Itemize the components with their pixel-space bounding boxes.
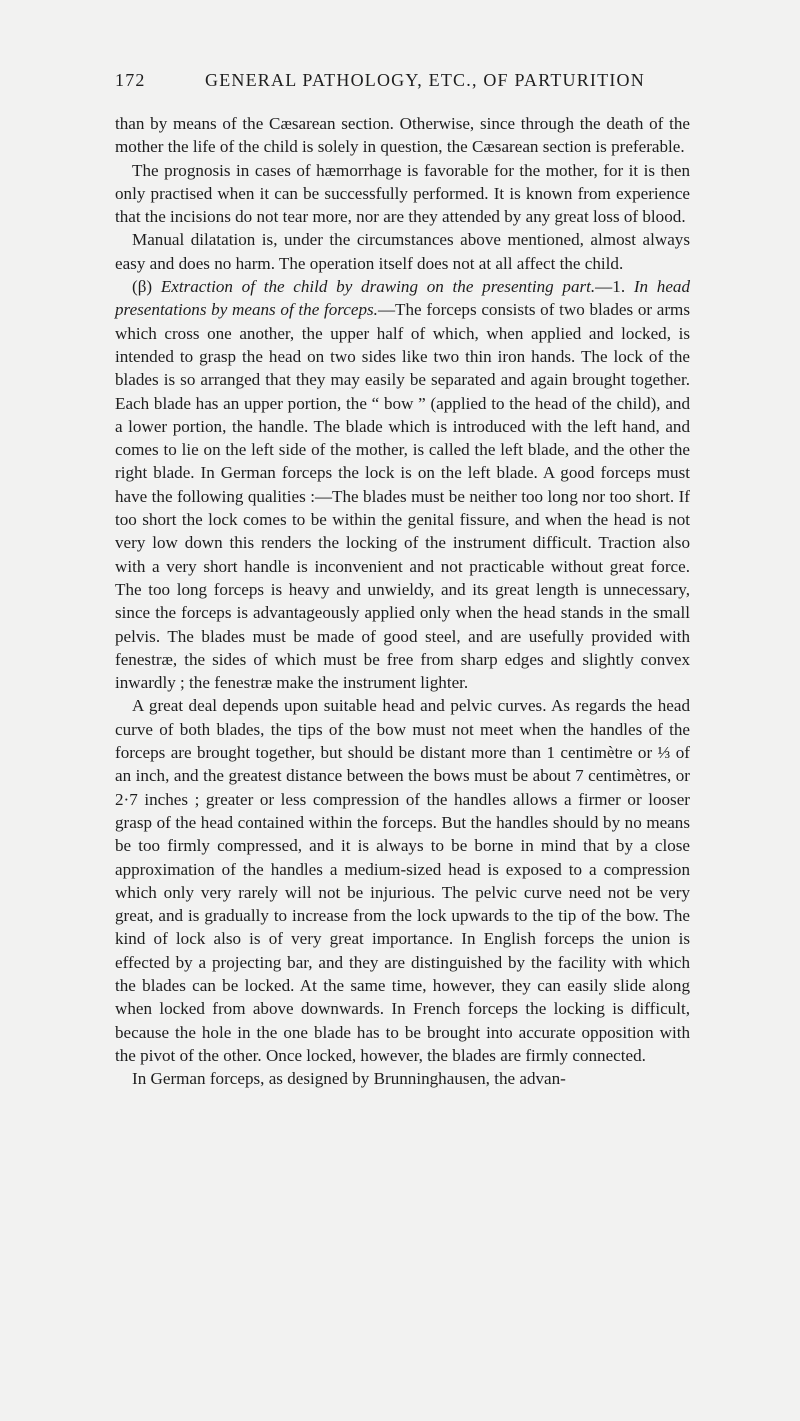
page-header (115, 70, 690, 98)
section-title: Extraction of the child by drawing on the presenting part. (160, 277, 596, 297)
running-head: GENERAL PATHOLOGY, ETC., OF PARTURITION (205, 70, 645, 90)
paragraph-continuation: than by means of the Cæsarean section. Otherwise, since through the death of the mother the life of the child is solely in question, the Cæsarean section is preferable. (115, 114, 690, 157)
section-label: (β) (132, 277, 153, 297)
paragraph-manual-dilatation: Manual dilatation is, under the circumstances above mentioned, almost always easy and does no harm. The operation itself does not at all affect the child. (115, 230, 690, 273)
section-subtitle: In head presentations by means of the forceps. (115, 277, 690, 320)
section-dash: — (377, 300, 396, 320)
section-number: —1. (595, 277, 626, 297)
paragraph-section-forceps (115, 275, 690, 694)
paragraph-prognosis: The prognosis in cases of hæmorrhage is favorable for the mother, for it is then only practised when it can be successfully performed. It is known from experience that the incisions do not tear more, nor are they attended by any great loss of blood. (115, 160, 690, 227)
section-text: The forceps consists of two blades or arms which cross one another, the upper half of which, when applied and locked, is intended to grasp the head on two sides like two thin iron hands. The lock of the blades is so arranged that they may easily be separated and again brought together. Each blade has an upper portion, the “ bow ” (applied to the head of the child), and a lower portion, the handle. The blade which is introduced with the left hand, and comes to lie on the left side of the mother, is called the left blade, and the other the right blade. In German forceps the lock is on the left blade. A good forceps must have the following qualities :—The blades must be neither too long nor too short. If too short the lock comes to be within the genital fissure, and when the head is not very low down this renders the locking of the instrument difficult. Traction also with a very short handle is inconvenient and not practicable without great force. The too long forceps is heavy and unwieldy, and its great length is unnecessary, since the forceps is advantageously applied only when the head stands in the small pelvis. The blades must be made of good steel, and are usefully provided with fenestræ, the sides of which must be free from sharp edges and slightly convex inwardly ; the fenestræ make the instrument lighter. (115, 300, 691, 693)
paragraph-curves: A great deal depends upon suitable head and pelvic curves. As regards the head curve of both blades, the tips of the bow must not meet when the handles of the forceps are brought together, but should be distant more than 1 centimètre or ⅓ of an inch, and the greatest distance between the bows must be about 7 centimètres, or 2·7 inches ; greater or less compression of the handles allows a firmer or looser grasp of the head contained within the forceps. But the handles should by no means be too firmly compressed, and it is always to be borne in mind that by a close approximation of the handles a medium-sized head is exposed to a compression which only very rarely will not be injurious. The pelvic curve need not be very great, and is gradually to increase from the lock upwards to the tip of the bow. The kind of lock also is of very great importance. In English forceps the union is effected by a projecting bar, and they are distinguished by the facility with which the blades can be locked. At the same time, however, they can easily slide along when locked from above downwards. In French forceps the locking is difficult, because the hole in the one blade has to be brought into accurate opposition with the pivot of the other. Once locked, however, the blades are firmly connected. (115, 696, 690, 1065)
page-number: 172 (115, 70, 146, 90)
body-text (115, 112, 690, 1090)
paragraph-german-forceps: In German forceps, as designed by Brunninghausen, the advan- (132, 1069, 566, 1089)
